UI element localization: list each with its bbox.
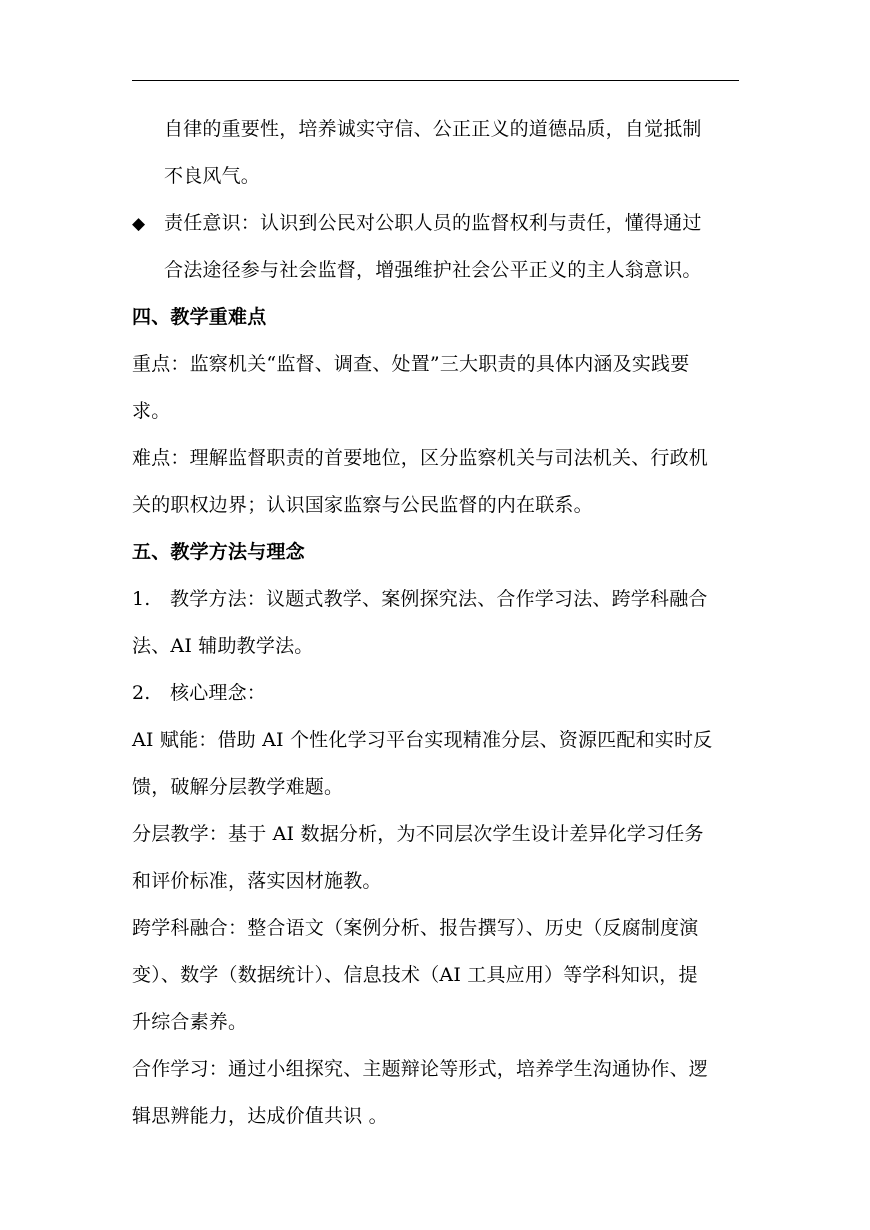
bullet-item-responsibility: [132, 200, 739, 247]
item-text: 教学方法：议题式教学、案例探究法、合作学习法、跨学科融合: [170, 588, 708, 610]
section-heading-5: 五、教学方法与理念: [132, 541, 305, 563]
header-rule: [132, 80, 739, 81]
paragraph-line: 分层教学：基于 AI 数据分析，为不同层次学生设计差异化学习任务: [132, 823, 704, 845]
paragraph-line: 跨学科融合：整合语文（案例分析、报告撰写）、历史（反腐制度演: [132, 917, 699, 939]
paragraph-line: 合作学习：通过小组探究、主题辩论等形式，培养学生沟通协作、逻: [132, 1058, 709, 1080]
diamond-bullet-icon: ◆: [132, 214, 146, 234]
paragraph-line: 重点：监察机关“监督、调查、处置”三大职责的具体内涵及实践要: [132, 353, 690, 375]
paragraph-line: 难点：理解监督职责的首要地位，区分监察机关与司法机关、行政机: [132, 447, 709, 469]
paragraph-line: 辑思辨能力，达成价值共识 。: [132, 1105, 388, 1127]
item-number: 2.: [132, 682, 151, 704]
item-text: 核心理念：: [170, 682, 267, 704]
paragraph-line: 法、AI 辅助教学法。: [132, 635, 314, 657]
paragraph-line: AI 赋能：借助 AI 个性化学习平台实现精准分层、资源匹配和实时反: [132, 729, 713, 751]
paragraph-line: 关的职权边界；认识国家监察与公民监督的内在联系。: [132, 494, 593, 516]
paragraph-line: 求。: [132, 400, 171, 422]
paragraph-line: 馈，破解分层教学难题。: [132, 776, 344, 798]
paragraph-line: 合法途径参与社会监督，增强维护社会公平正义的主人翁意识。: [164, 259, 702, 281]
paragraph-line: 和评价标准，落实因材施教。: [132, 870, 382, 892]
item-number: 1.: [132, 588, 151, 610]
document-body: [132, 106, 739, 1140]
paragraph-line: 变）、数学（数据统计）、信息技术（AI 工具应用）等学科知识，提: [132, 964, 698, 986]
paragraph-line: 不良风气。: [164, 165, 261, 187]
bullet-text: 责任意识：认识到公民对公职人员的监督权利与责任，懂得通过: [164, 212, 702, 234]
paragraph-line: 自律的重要性，培养诚实守信、公正正义的道德品质，自觉抵制: [164, 118, 702, 140]
numbered-item-2: [132, 670, 739, 717]
section-heading-4: 四、教学重难点: [132, 306, 267, 328]
paragraph-line: 升综合素养。: [132, 1011, 248, 1033]
numbered-item-1: [132, 576, 739, 623]
